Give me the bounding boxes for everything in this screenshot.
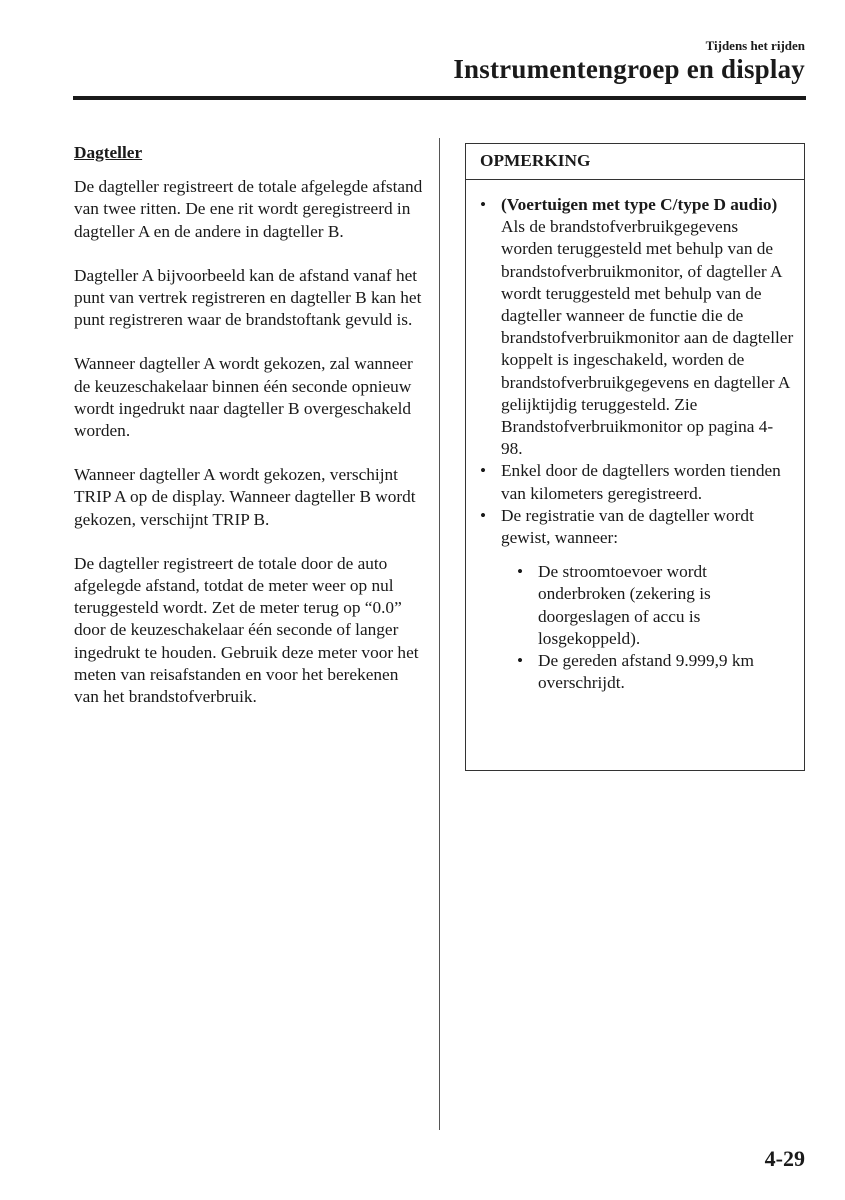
- bullet-icon: •: [517, 651, 524, 671]
- page-number: 4-29: [764, 1146, 805, 1171]
- list-item: [480, 194, 794, 460]
- sub-item-text: De stroomtoevoer wordt onderbroken (zekering is doorgeslagen of accu is losgekoppeld).: [538, 562, 711, 648]
- bullet-icon: •: [480, 195, 487, 214]
- bullet-icon: •: [480, 461, 487, 481]
- sub-list: [501, 561, 794, 694]
- column-divider: [439, 138, 440, 1130]
- note-item-text: De registratie van de dagteller wordt gewist, wanneer:: [501, 505, 754, 548]
- bullet-icon: •: [517, 562, 524, 582]
- note-box: [465, 143, 805, 771]
- sub-list-item: [517, 650, 794, 694]
- sub-list-item: [517, 561, 794, 650]
- page-title: Instrumentengroep en display: [453, 54, 805, 84]
- left-column: [74, 142, 424, 730]
- paragraph: De dagteller registreert de totale afgelegde afstand van twee ritten. De ene rit wordt geregistreerd in dagteller A en de andere in dagteller B.: [74, 177, 423, 241]
- section-heading: Dagteller: [74, 143, 143, 162]
- header-rule: [73, 96, 806, 100]
- paragraph: De dagteller registreert de totale door de auto afgelegde afstand, totdat de meter weer op nul teruggesteld wordt. Zet de meter terug op “0.0” door de keuzeschakelaar één seconde of langer ingedrukt te houden. Gebruik deze meter voor het meten van reisafstanden en voor het berekenen van het brandstofverbruik.: [74, 553, 419, 707]
- note-body: [466, 180, 804, 694]
- note-title: OPMERKING: [466, 144, 804, 180]
- list-item: [480, 460, 794, 504]
- note-item-text: Als de brandstofverbruikgegevens worden teruggesteld met behulp van de brandstofverbruikmonitor, of dagteller A wordt teruggesteld met behulp van de dagteller wanneer de functie die de brandstofverbruikmonitor aan de dagteller koppelt is ingeschakeld, worden de brandstofverbruikgegevens en dagteller A gelijktijdig teruggesteld. Zie Brandstofverbruikmonitor op pagina 4-98.: [501, 217, 794, 459]
- note-item-text: Enkel door de dagtellers worden tienden van kilometers geregistreerd.: [501, 461, 781, 503]
- paragraph: Wanneer dagteller A wordt gekozen, verschijnt TRIP A op de display. Wanneer dagteller B wordt gekozen, verschijnt TRIP B.: [74, 465, 416, 529]
- bullet-icon: •: [480, 505, 487, 525]
- paragraph: Dagteller A bijvoorbeeld kan de afstand vanaf het punt van vertrek registreren en dagteller B kan het punt registreren waar de brandstoftank gevuld is.: [74, 265, 422, 330]
- section-label: Tijdens het rijden: [705, 38, 805, 53]
- sub-item-text: De gereden afstand 9.999,9 km overschrijdt.: [538, 651, 754, 693]
- paragraph: Wanneer dagteller A wordt gekozen, zal wanneer de keuzeschakelaar binnen één seconde opnieuw wordt ingedrukt naar dagteller B overgeschakeld worden.: [74, 354, 413, 441]
- note-item-heading: (Voertuigen met type C/type D audio): [501, 195, 778, 214]
- list-item: [480, 505, 794, 695]
- note-list: [480, 194, 794, 694]
